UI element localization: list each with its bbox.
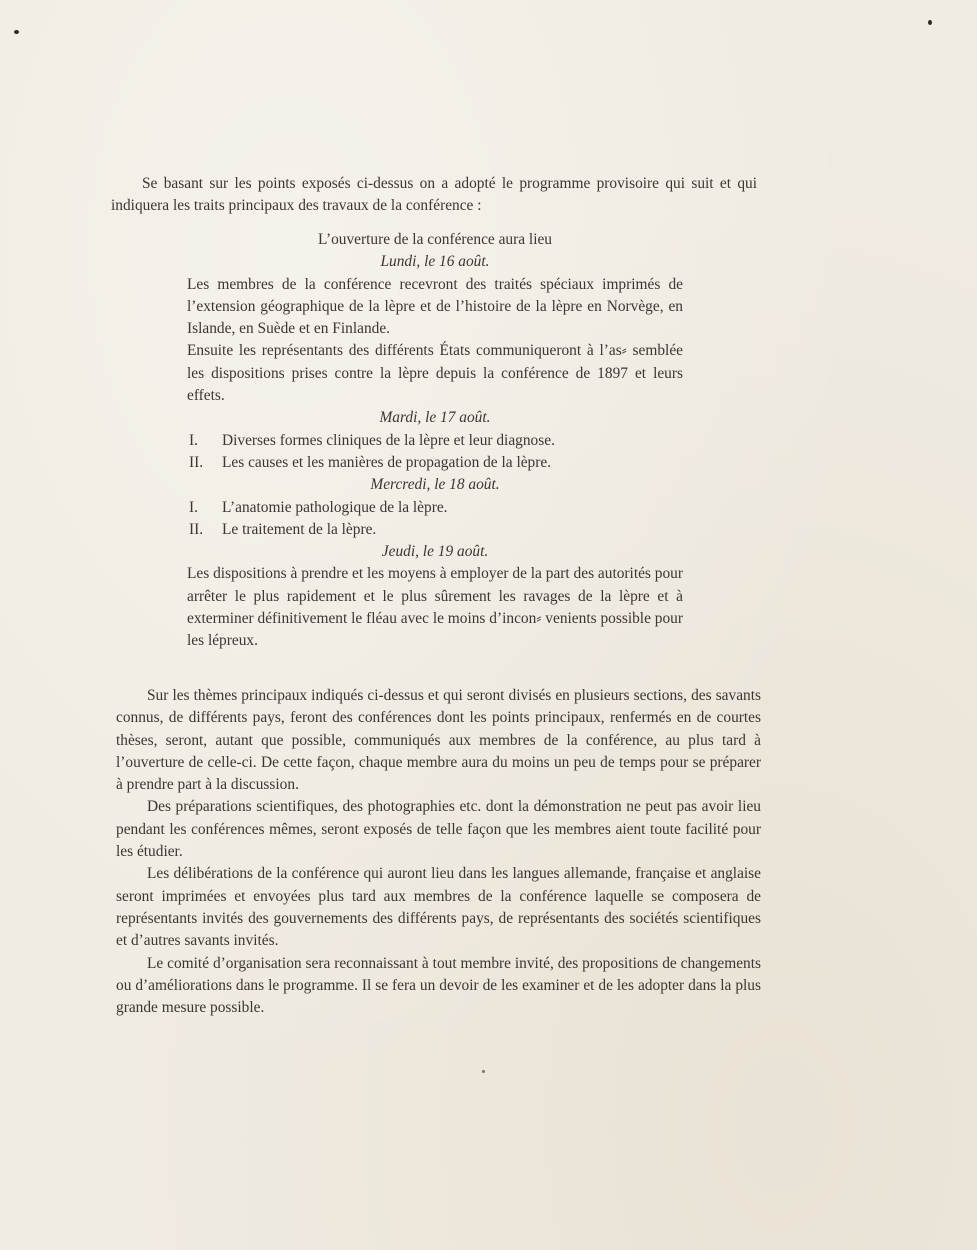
monday-paragraph: Les membres de la conférence recevront des traités spéciaux imprimés de l’extension géographique de la lèpre et de l’histoire de la lèpre en Norvège, en Islande, en Suède et en Finlande. (187, 275, 683, 338)
day-heading-wednesday: Mercredi, le 18 août. (370, 476, 500, 494)
item-number: II. (189, 453, 204, 471)
monday-paragraph: Ensuite les représentants des différents États communiqueront à l’as⸗ semblée les dispositions prises contre la lèpre depuis la conférence de 1897 et leurs effets. (187, 342, 683, 405)
list-item (187, 452, 683, 474)
item-text: Les causes et les manières de propagation de la lèpre. (222, 453, 552, 471)
item-text: Le traitement de la lèpre. (222, 520, 377, 538)
ink-speck (14, 30, 19, 34)
list-item (187, 519, 683, 541)
ink-speck (482, 1070, 485, 1073)
item-number: II. (189, 520, 204, 538)
closing-paragraph: Le comité d’organisation sera reconnaissant à tout membre invité, des propositions de changements ou d’améliorations dans le programme. Il se fera un devoir de les examiner et de les adopter dans la plus grande mesure possible. (116, 954, 761, 1017)
day-heading-thursday: Jeudi, le 19 août. (381, 543, 489, 561)
list-item (187, 430, 683, 452)
ink-speck (928, 20, 932, 25)
item-text: L’anatomie pathologique de la lèpre. (222, 498, 448, 516)
program-section (187, 229, 683, 653)
closing-section (116, 685, 761, 1019)
list-item (187, 497, 683, 519)
closing-paragraph: Sur les thèmes principaux indiqués ci-dessus et qui seront divisés en plusieurs sections, des savants connus, de différents pays, feront des conférences dont les points principaux, renfermés en de courtes thèses, seront, autant que possible, communiqués aux membres de la conférence, au plus tard à l’ouverture de celle-ci. De cette façon, chaque membre aura du moins un peu de temps pour se préparer à prendre part à la discussion. (116, 687, 761, 794)
closing-paragraph: Les délibérations de la conférence qui auront lieu dans les langues allemande, française et anglaise seront imprimées et envoyées plus tard aux membres de la conférence laquelle se composera de représentants invités des gouvernements des différents pays, de représentants des sociétés scientifiques et d’autres savants invités. (116, 865, 761, 950)
item-text: Diverses formes cliniques de la lèpre et leur diagnose. (222, 431, 555, 449)
intro-paragraph: Se basant sur les points exposés ci-dessus on a adopté le programme provisoire qui suit et qui indiquera les traits principaux des travaux de la conférence : (111, 175, 757, 215)
day-heading-monday: Lundi, le 16 août. (380, 253, 490, 271)
thursday-paragraph: Les dispositions à prendre et les moyens à employer de la part des autorités pour arrêter le plus rapidement et le plus sûrement les ravages de la lèpre et à exterminer définitivement le fléau avec le moins d’incon⸗ venients possible pour les lépreux. (187, 565, 683, 650)
closing-paragraph: Des préparations scientifiques, des photographies etc. dont la démonstration ne peut pas avoir lieu pendant les conférences mêmes, seront exposés de telle façon que les membres aient toute facilité pour les étudier. (116, 798, 761, 861)
item-number: I. (189, 498, 198, 516)
item-number: I. (189, 431, 198, 449)
day-heading-tuesday: Mardi, le 17 août. (379, 409, 491, 427)
opening-line: L’ouverture de la conférence aura lieu (317, 231, 552, 248)
